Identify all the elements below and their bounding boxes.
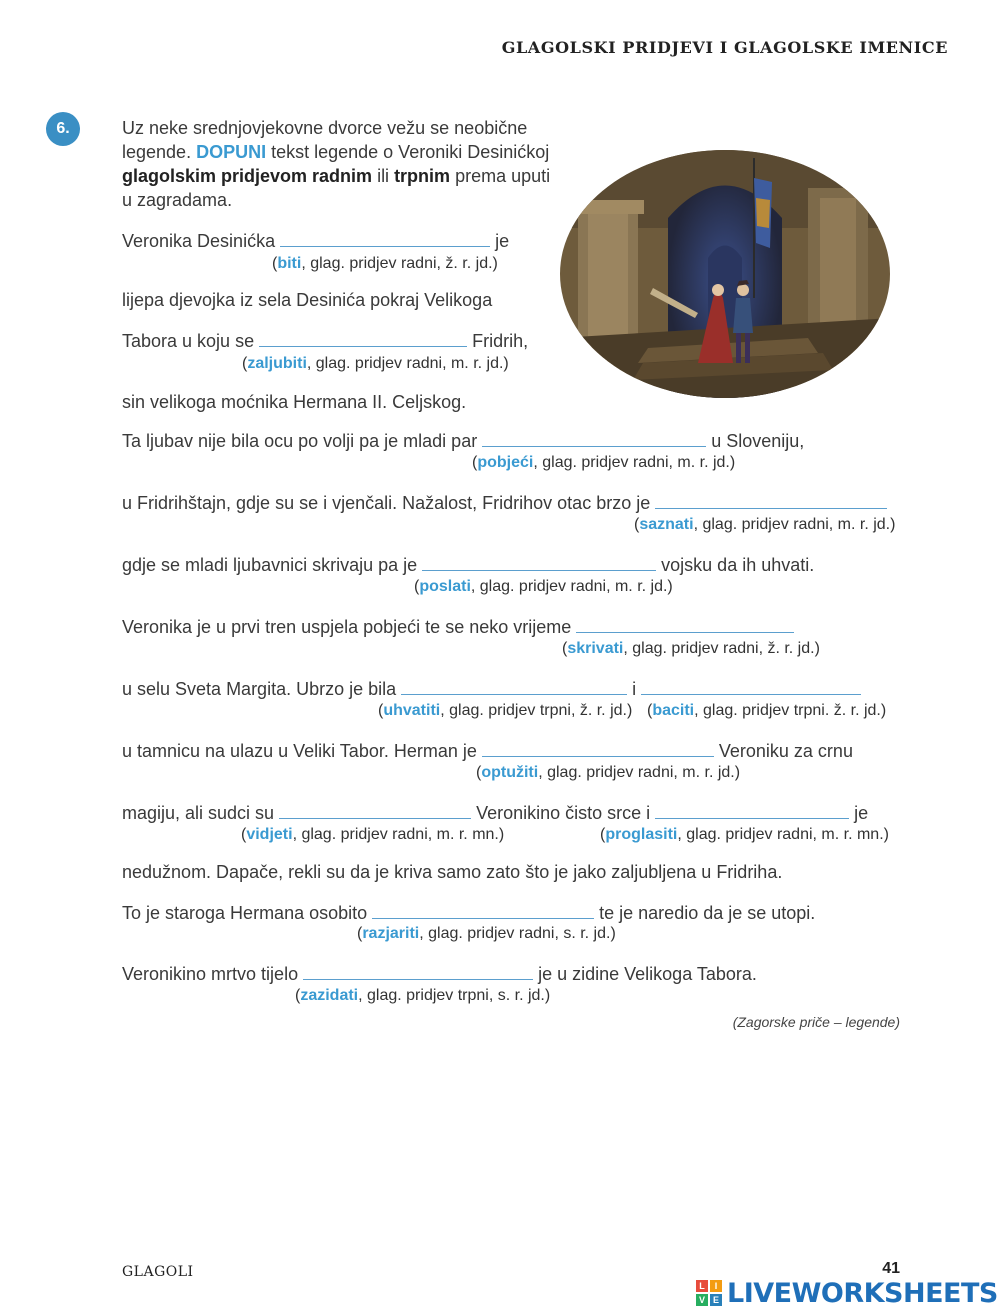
text-line: magiju, ali sudci su Veronikino čisto srce i je bbox=[122, 800, 868, 825]
answer-blank[interactable] bbox=[401, 676, 627, 695]
page-header-title: GLAGOLSKI PRIDJEVI I GLAGOLSKE IMENICE bbox=[501, 38, 948, 57]
text-line: nedužnom. Dapače, rekli su da je kriva samo zato što je jako zaljubljena u Fridriha. bbox=[122, 862, 783, 882]
verb-hint: (poslati, glag. pridjev radni, m. r. jd.) bbox=[414, 578, 673, 595]
text-line: Ta ljubav nije bila ocu po volji pa je mladi par u Sloveniju, bbox=[122, 428, 804, 453]
text-line: sin velikoga moćnika Hermana II. Celjskog. bbox=[122, 392, 467, 412]
verb-hint: (uhvatiti, glag. pridjev trpni, ž. r. jd.) bbox=[378, 702, 633, 719]
answer-blank[interactable] bbox=[422, 552, 656, 571]
answer-blank[interactable] bbox=[482, 428, 706, 447]
task-number-badge: 6. bbox=[46, 112, 80, 146]
page-number: 41 bbox=[882, 1260, 900, 1277]
answer-blank[interactable] bbox=[482, 738, 714, 757]
liveworksheets-logo[interactable] bbox=[696, 1278, 998, 1308]
verb-hint: (biti, glag. pridjev radni, ž. r. jd.) bbox=[272, 255, 498, 272]
verb-hint: (vidjeti, glag. pridjev radni, m. r. mn.) bbox=[241, 826, 505, 843]
text-line: Tabora u koju se Fridrih, bbox=[122, 328, 528, 353]
verb-hint: (zazidati, glag. pridjev trpni, s. r. jd.) bbox=[295, 987, 551, 1004]
task-instructions: Uz neke srednjovjekovne dvorce vežu se neobične legende. DOPUNI tekst legende o Veroniki Desinićkoj glagolskim pridjevom radnim ili trpnim prema uputi u zagradama. bbox=[122, 118, 551, 210]
dopuni-keyword: DOPUNI bbox=[196, 142, 267, 162]
castle-painting-image bbox=[558, 148, 892, 400]
verb-hint: (zaljubiti, glag. pridjev radni, m. r. jd.) bbox=[242, 355, 509, 372]
answer-blank[interactable] bbox=[655, 490, 887, 509]
text-line: Veronika Desinićka je bbox=[122, 228, 509, 253]
brand-name: LIVEWORKSHEETS bbox=[727, 1277, 998, 1309]
answer-blank[interactable] bbox=[655, 800, 849, 819]
verb-hint: (razjariti, glag. pridjev radni, s. r. jd.) bbox=[357, 925, 616, 942]
text-line: u Fridrihštajn, gdje su se i vjenčali. Nažalost, Fridrihov otac brzo je bbox=[122, 490, 892, 515]
text-line: lijepa djevojka iz sela Desinića pokraj Velikoga bbox=[122, 290, 493, 310]
answer-blank[interactable] bbox=[259, 328, 467, 347]
answer-blank[interactable] bbox=[576, 614, 794, 633]
text-line: To je staroga Hermana osobito te je naredio da je se utopi. bbox=[122, 900, 815, 925]
chapter-label: GLAGOLI bbox=[122, 1264, 194, 1280]
verb-hint: (proglasiti, glag. pridjev radni, m. r. mn.) bbox=[600, 826, 889, 843]
answer-blank[interactable] bbox=[372, 900, 594, 919]
verb-hint: (skrivati, glag. pridjev radni, ž. r. jd.) bbox=[562, 640, 820, 657]
verb-hint: (optužiti, glag. pridjev radni, m. r. jd.) bbox=[476, 764, 741, 781]
answer-blank[interactable] bbox=[280, 228, 490, 247]
answer-blank[interactable] bbox=[279, 800, 471, 819]
text-line: u tamnicu na ulazu u Veliki Tabor. Herman je Veroniku za crnu bbox=[122, 738, 853, 763]
verb-hint: (saznati, glag. pridjev radni, m. r. jd.) bbox=[634, 516, 896, 533]
text-line: Veronika je u prvi tren uspjela pobjeći te se neko vrijeme bbox=[122, 614, 799, 639]
text-line: gdje se mladi ljubavnici skrivaju pa je vojsku da ih uhvati. bbox=[122, 552, 814, 577]
answer-blank[interactable] bbox=[641, 676, 861, 695]
logo-letter-blocks: L I V E bbox=[696, 1280, 722, 1306]
text-line: Veronikino mrtvo tijelo je u zidine Velikoga Tabora. bbox=[122, 961, 757, 986]
text-line: u selu Sveta Margita. Ubrzo je bila i bbox=[122, 676, 866, 701]
source-citation: (Zagorske priče – legende) bbox=[732, 1014, 900, 1030]
verb-hint: (baciti, glag. pridjev trpni. ž. r. jd.) bbox=[647, 702, 887, 719]
verb-hint: (pobjeći, glag. pridjev radni, m. r. jd.) bbox=[472, 454, 736, 471]
answer-blank[interactable] bbox=[303, 961, 533, 980]
